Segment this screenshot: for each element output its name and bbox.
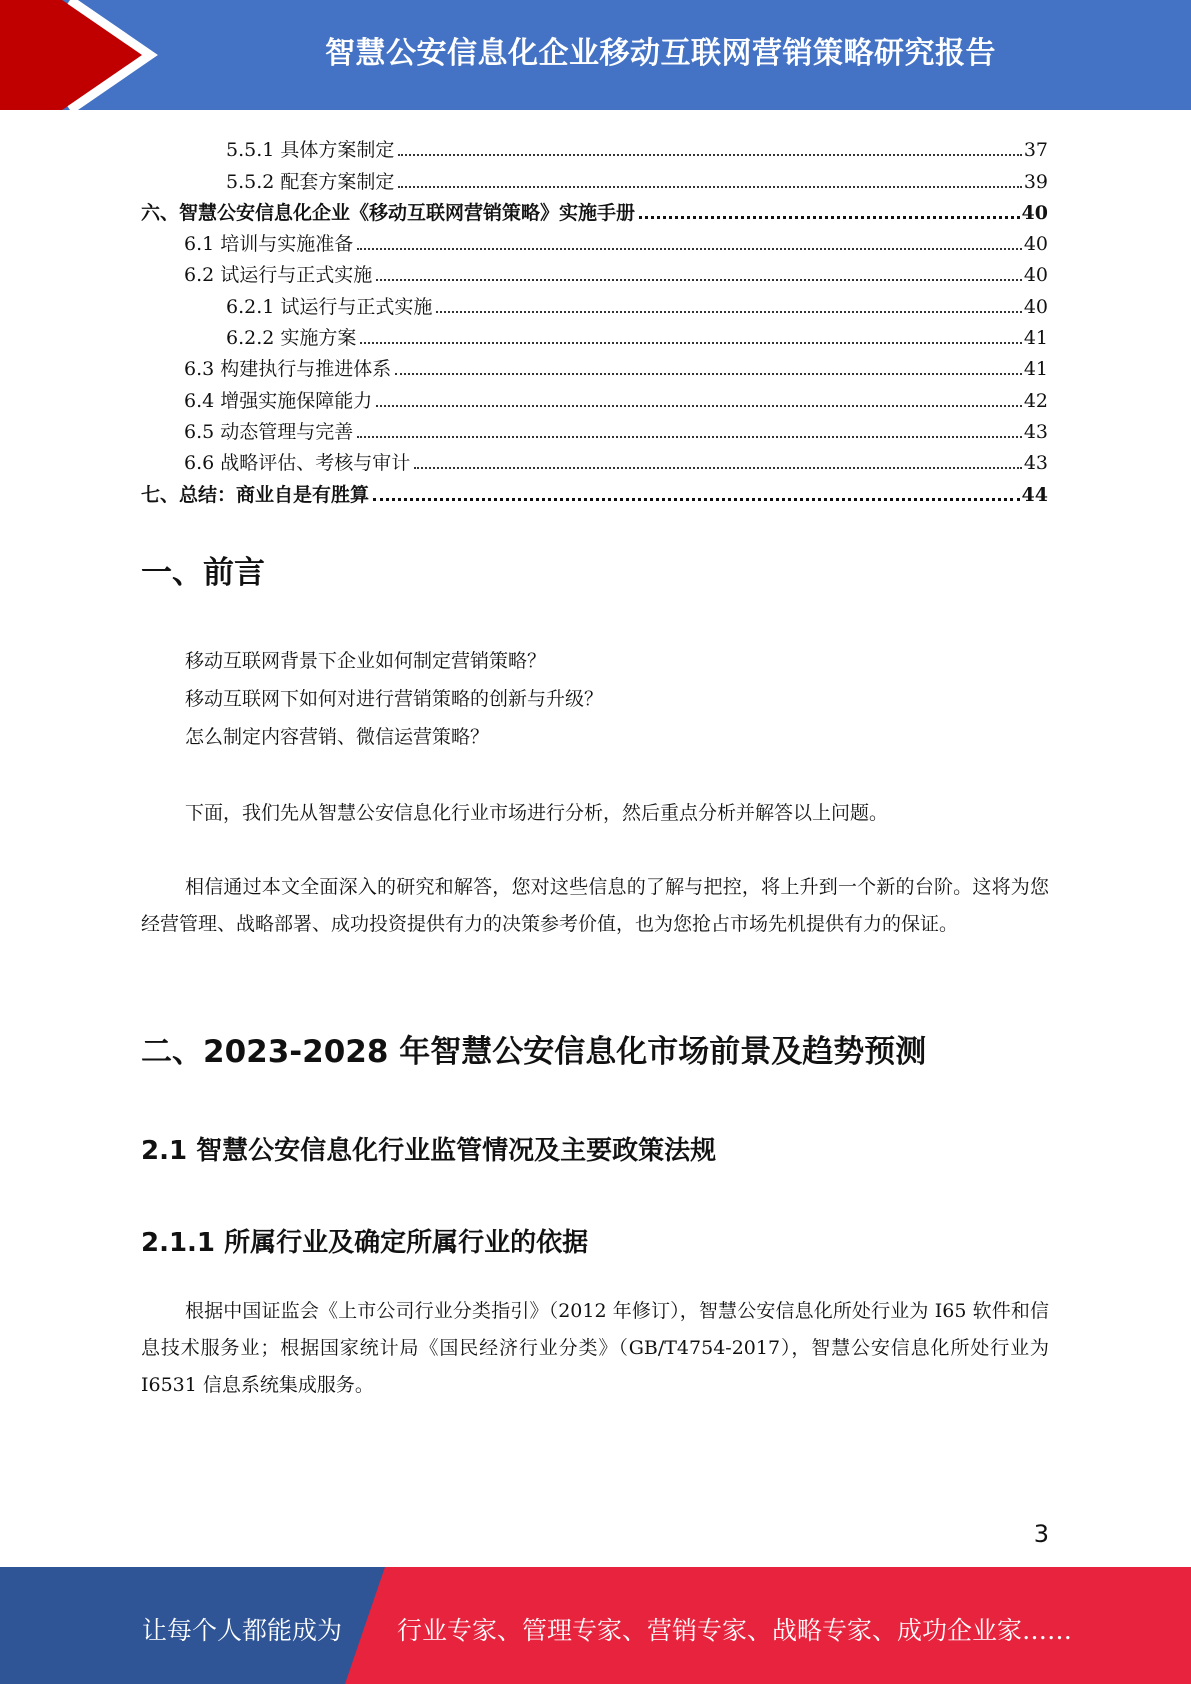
- preface-paragraph-1: 下面，我们先从智慧公安信息化行业市场进行分析，然后重点分析并解答以上问题。: [185, 802, 889, 824]
- toc-leader-dots: [639, 216, 1020, 219]
- toc-entry[interactable]: [141, 443, 1048, 474]
- toc-entry[interactable]: [141, 130, 1048, 161]
- toc-leader-dots: [376, 279, 1022, 281]
- toc-entry-label: 6.4 增强实施保障能力: [184, 389, 373, 412]
- report-title: 智慧公安信息化企业移动互联网营销策略研究报告: [325, 36, 996, 71]
- toc-entry[interactable]: [141, 412, 1048, 443]
- footer-slogan-right: 行业专家、管理专家、营销专家、战略专家、成功企业家……: [397, 1616, 1073, 1645]
- toc-entry[interactable]: [141, 286, 1048, 317]
- preface-question-1: 移动互联网背景下企业如何制定营销策略？: [185, 650, 547, 672]
- toc-entry-label: 6.3 构建执行与推进体系: [184, 358, 392, 381]
- toc-leader-dots: [398, 186, 1021, 188]
- section-heading-preface: 一、前言: [141, 555, 265, 591]
- page-number: 3: [1033, 1520, 1049, 1548]
- toc-entry-label: 6.2.2 实施方案: [226, 327, 357, 350]
- toc-entry-page: 40: [1021, 201, 1048, 224]
- toc-entry-page: 43: [1023, 420, 1048, 443]
- toc-entry-page: 42: [1023, 389, 1048, 412]
- toc-entry-label: 6.2 试运行与正式实施: [184, 264, 373, 287]
- industry-classification-paragraph: 根据中国证监会《上市公司行业分类指引》（2012 年修订），智慧公安信息化所处行业为 I65 软件和信息技术服务业；根据国家统计局《国民经济行业分类》（GB/T4754-2017），智慧公安信息化所处行业为 I6531 信息系统集成服务。: [141, 1300, 1049, 1396]
- toc-entry[interactable]: [141, 474, 1048, 505]
- preface-paragraph-2: 相信通过本文全面深入的研究和解答，您对这些信息的了解与把控，将上升到一个新的台阶。这将为您经营管理、战略部署、成功投资提供有力的决策参考价值，也为您抢占市场先机提供有力的保证。: [141, 876, 1049, 935]
- toc-entry-page: 39: [1023, 170, 1048, 193]
- toc-entry-label: 5.5.2 配套方案制定: [226, 170, 395, 193]
- subsection-heading-2-1-1: 2.1.1 所属行业及确定所属行业的依据: [141, 1228, 589, 1258]
- preface-question-2: 移动互联网下如何对进行营销策略的创新与升级？: [185, 688, 604, 710]
- toc-leader-dots: [373, 498, 1020, 501]
- toc-entry-page: 40: [1023, 264, 1048, 287]
- toc-entry[interactable]: [141, 193, 1048, 224]
- toc-entry-page: 40: [1023, 233, 1048, 256]
- preface-question-3: 怎么制定内容营销、微信运营策略？: [185, 726, 490, 748]
- toc-entry-page: 43: [1023, 452, 1048, 475]
- toc-entry-page: 44: [1021, 483, 1048, 506]
- toc-entry-page: 37: [1023, 139, 1048, 162]
- toc-entry[interactable]: [141, 318, 1048, 349]
- toc-entry-label: 6.5 动态管理与完善: [184, 420, 354, 443]
- page-header: [0, 0, 1191, 110]
- toc-leader-dots: [376, 405, 1022, 407]
- toc-leader-dots: [395, 373, 1022, 375]
- toc-entry-page: 40: [1023, 295, 1048, 318]
- toc-leader-dots: [414, 467, 1022, 469]
- toc-leader-dots: [360, 342, 1021, 344]
- toc-leader-dots: [436, 311, 1021, 313]
- toc-entry-label: 6.2.1 试运行与正式实施: [226, 295, 433, 318]
- table-of-contents: [141, 130, 1048, 506]
- toc-entry[interactable]: [141, 380, 1048, 411]
- toc-leader-dots: [357, 436, 1022, 438]
- toc-entry[interactable]: [141, 255, 1048, 286]
- toc-entry-page: 41: [1023, 327, 1048, 350]
- toc-entry-label: 5.5.1 具体方案制定: [226, 139, 395, 162]
- toc-entry[interactable]: [141, 161, 1048, 192]
- footer-slogan-left: 让每个人都能成为: [142, 1616, 343, 1645]
- toc-entry[interactable]: [141, 224, 1048, 255]
- toc-entry-label: 6.1 培训与实施准备: [184, 233, 354, 256]
- toc-leader-dots: [357, 248, 1022, 250]
- toc-entry[interactable]: [141, 349, 1048, 380]
- subsection-heading-2-1: 2.1 智慧公安信息化行业监管情况及主要政策法规: [141, 1136, 717, 1166]
- toc-entry-label: 六、智慧公安信息化企业《移动互联网营销策略》实施手册: [141, 201, 636, 224]
- toc-leader-dots: [398, 154, 1021, 156]
- page-footer: [0, 1567, 1191, 1684]
- toc-entry-label: 6.6 战略评估、考核与审计: [184, 452, 411, 475]
- toc-entry-page: 41: [1023, 358, 1048, 381]
- section-heading-market-forecast: 二、2023-2028 年智慧公安信息化市场前景及趋势预测: [141, 1034, 927, 1070]
- toc-entry-label: 七、总结：商业自是有胜算: [141, 483, 370, 506]
